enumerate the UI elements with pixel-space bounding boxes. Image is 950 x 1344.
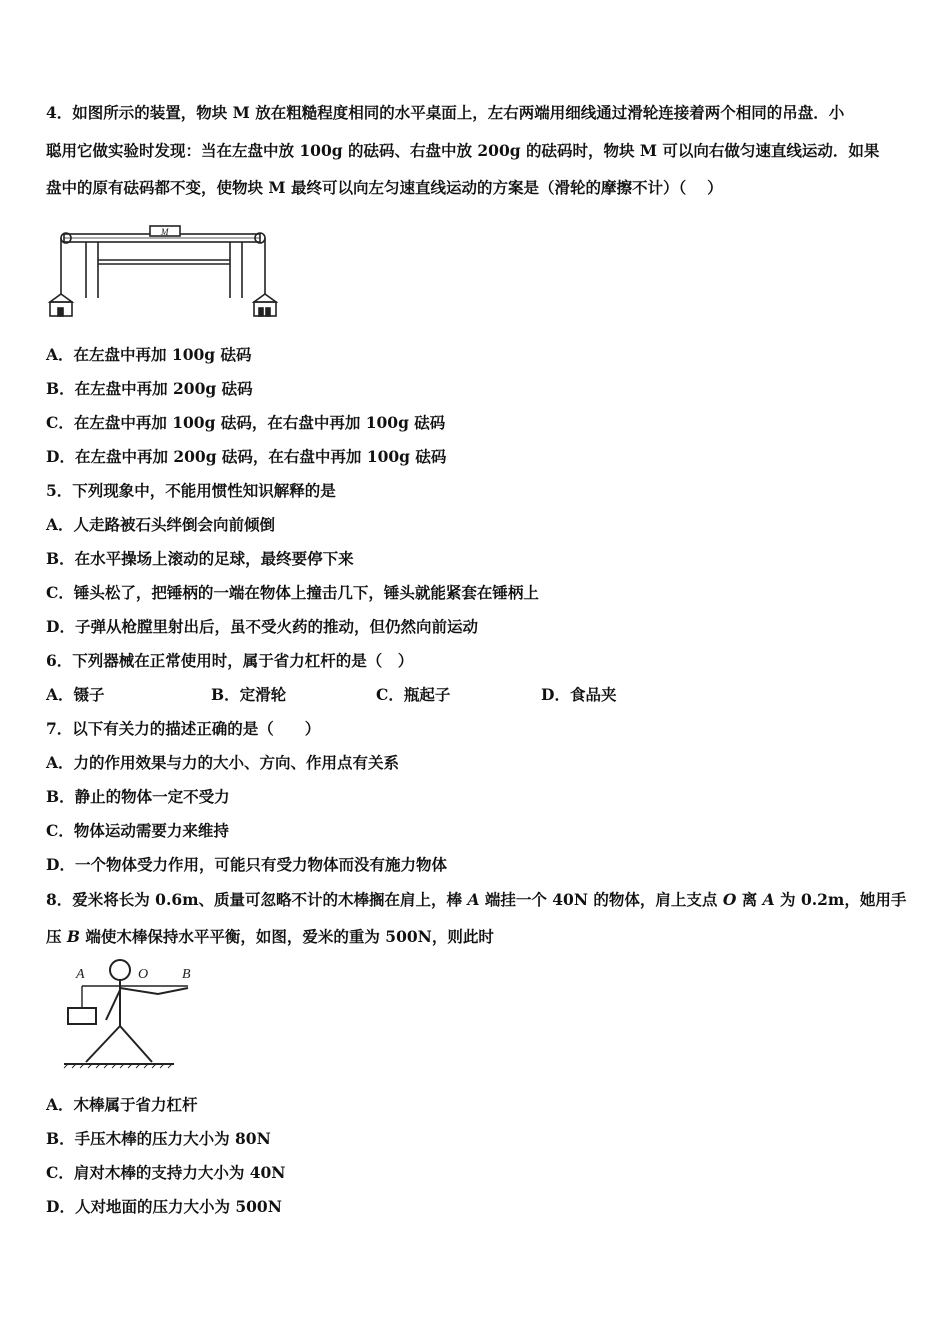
q8-stem-line-2: 压 B 端使木棒保持水平平衡，如图，爱米的重为 500N，则此时 <box>46 927 494 946</box>
q4-option-d: D．在左盘中再加 200g 砝码，在右盘中再加 100g 砝码 <box>46 447 447 466</box>
q6-stem: 6．下列器械在正常使用时，属于省力杠杆的是（ ） <box>46 651 414 670</box>
q8-option-d: D．人对地面的压力大小为 500N <box>46 1197 282 1216</box>
q5-option-b: B．在水平操场上滚动的足球，最终要停下来 <box>46 549 354 568</box>
q5-option-c: C．锤头松了，把锤柄的一端在物体上撞击几下，锤头就能紧套在锤柄上 <box>46 583 539 602</box>
q5-option-d: D．子弹从枪膛里射出后，虽不受火药的推动，但仍然向前运动 <box>46 617 478 636</box>
q4-stem-line-3: 盘中的原有砝码都不变，使物块 M 最终可以向左匀速直线运动的方案是（滑轮的摩擦不计）（ ） <box>46 178 723 197</box>
q5-option-a: A．人走路被石头绊倒会向前倾倒 <box>46 515 276 534</box>
q7-option-b: B．静止的物体一定不受力 <box>46 787 230 806</box>
q4-stem-line-1: 4．如图所示的装置，物块 M 放在粗糙程度相同的水平桌面上，左右两端用细线通过滑轮连接着两个相同的吊盘．小 <box>46 103 845 122</box>
q4-option-c: C．在左盘中再加 100g 砝码，在右盘中再加 100g 砝码 <box>46 413 446 432</box>
q4-option-a: A．在左盘中再加 100g 砝码 <box>46 345 252 364</box>
q8-option-c: C．肩对木棒的支持力大小为 40N <box>46 1163 286 1182</box>
q7-option-a: A．力的作用效果与力的大小、方向、作用点有关系 <box>46 753 400 772</box>
q7-option-d: D．一个物体受力作用，可能只有受力物体而没有施力物体 <box>46 855 447 874</box>
q4-pulley-figure <box>46 222 282 320</box>
q6-option-a: A．镊子 <box>46 685 105 704</box>
q7-stem: 7．以下有关力的描述正确的是（ ） <box>46 719 321 738</box>
q4-option-b: B．在左盘中再加 200g 砝码 <box>46 379 253 398</box>
q8-lever-figure <box>62 958 212 1070</box>
q8-option-b: B．手压木棒的压力大小为 80N <box>46 1129 271 1148</box>
q8-figure-label-o: O <box>138 967 149 982</box>
q8-figure-label-b: B <box>182 967 191 982</box>
q8-option-a: A．木棒属于省力杠杆 <box>46 1095 198 1114</box>
q4-figure-block-label: M <box>161 227 169 237</box>
q6-option-c: C．瓶起子 <box>376 685 451 704</box>
q7-option-c: C．物体运动需要力来维持 <box>46 821 229 840</box>
q6-option-d: D．食品夹 <box>541 685 617 704</box>
q8-stem-line-1: 8．爱米将长为 0.6m、质量可忽略不计的木棒搁在肩上，棒 A 端挂一个 40N 的物体，肩上支点 O 离 A 为 0.2m，她用手 <box>46 890 907 909</box>
q6-option-b: B．定滑轮 <box>211 685 287 704</box>
q8-figure-label-a: A <box>76 967 85 982</box>
q5-stem: 5．下列现象中，不能用惯性知识解释的是 <box>46 481 336 500</box>
q4-stem-line-2: 聪用它做实验时发现：当在左盘中放 100g 的砝码、右盘中放 200g 的砝码时，物块 M 可以向右做匀速直线运动．如果 <box>46 141 880 160</box>
